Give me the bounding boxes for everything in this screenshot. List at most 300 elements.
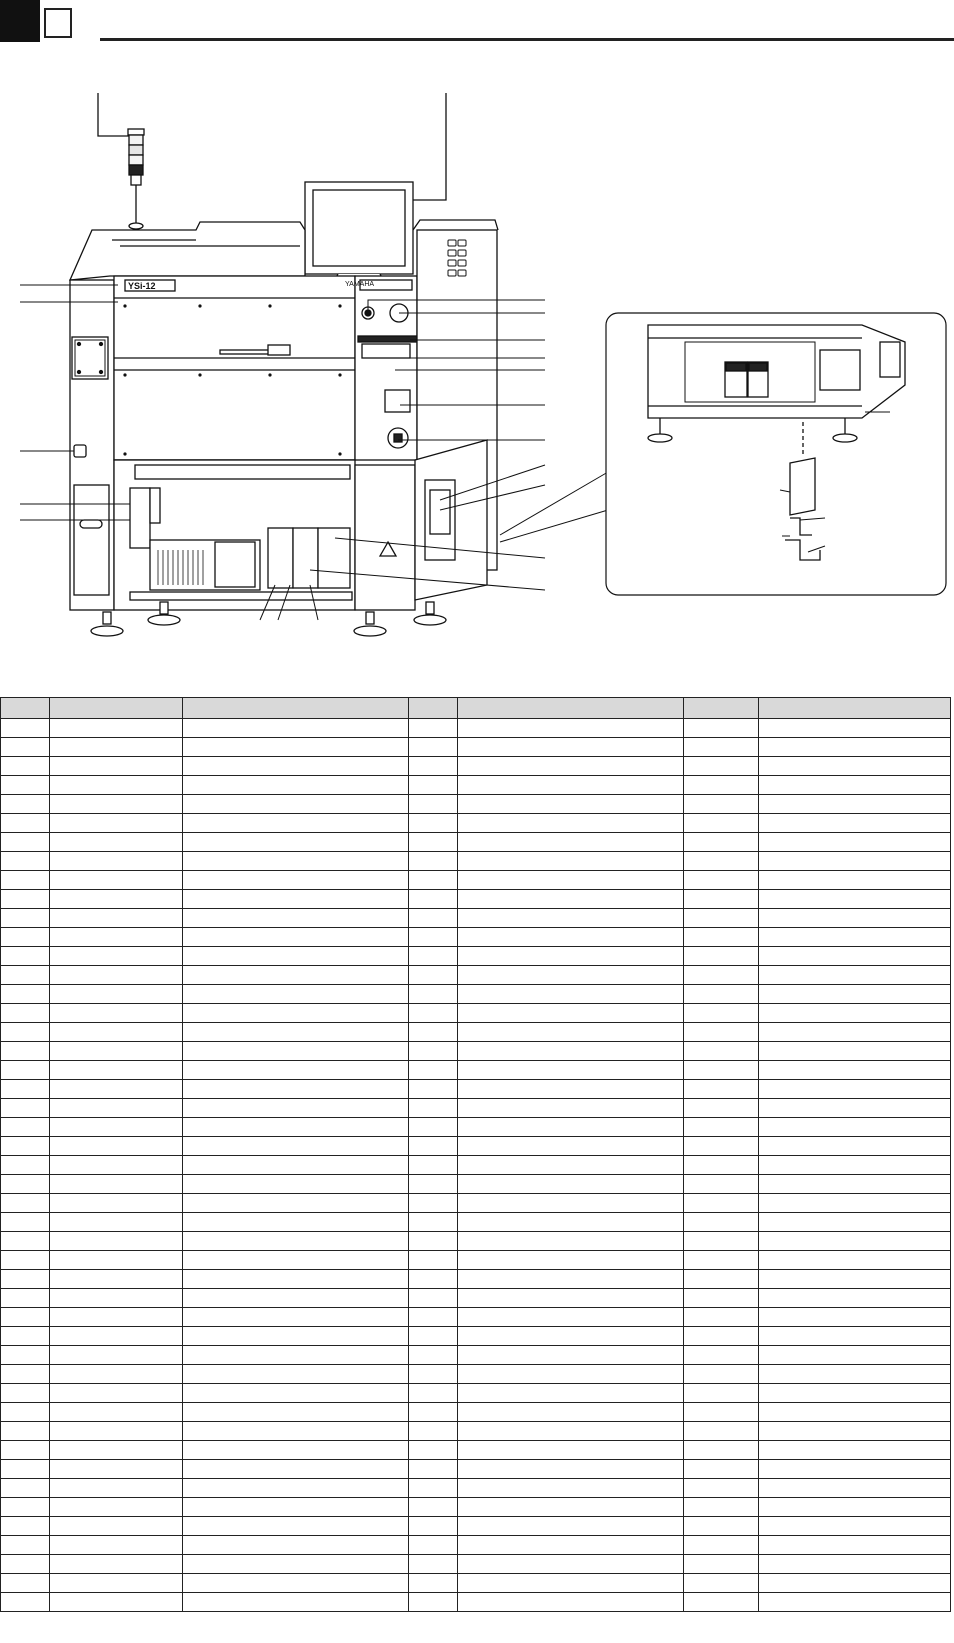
table-cell: [684, 1327, 759, 1346]
table-cell: [684, 1346, 759, 1365]
table-cell: [458, 1460, 684, 1479]
brand-logo: YAMAHA: [345, 281, 375, 288]
table-cell: [458, 719, 684, 738]
table-cell: [183, 795, 409, 814]
table-cell: [50, 1099, 183, 1118]
table-cell: [759, 1080, 951, 1099]
table-cell: [458, 1403, 684, 1422]
leader-line-signal-tower: [98, 93, 132, 136]
table-cell: [183, 1137, 409, 1156]
table-row: [1, 1194, 951, 1213]
table-cell: [458, 1517, 684, 1536]
table-cell: [409, 1099, 458, 1118]
table-cell: [1, 1384, 50, 1403]
table-cell: [183, 1099, 409, 1118]
table-cell: [409, 1555, 458, 1574]
table-cell: [684, 1536, 759, 1555]
table-cell: [409, 1327, 458, 1346]
table-cell: [684, 1479, 759, 1498]
table-cell: [183, 1403, 409, 1422]
table-cell: [50, 1232, 183, 1251]
table-cell: [409, 1213, 458, 1232]
table-cell: [50, 1251, 183, 1270]
table-row: [1, 1156, 951, 1175]
table-cell: [183, 1270, 409, 1289]
table-cell: [1, 1004, 50, 1023]
table-row: [1, 928, 951, 947]
table-cell: [1, 1365, 50, 1384]
table-cell: [684, 909, 759, 928]
table-cell: [409, 1460, 458, 1479]
table-cell: [684, 1403, 759, 1422]
table-cell: [183, 1156, 409, 1175]
table-cell: [684, 1194, 759, 1213]
table-cell: [1, 757, 50, 776]
table-row: [1, 1346, 951, 1365]
table-header-cell: [409, 698, 458, 719]
table-cell: [1, 1536, 50, 1555]
table-cell: [458, 795, 684, 814]
table-cell: [458, 1137, 684, 1156]
table-cell: [458, 1213, 684, 1232]
table-cell: [1, 1194, 50, 1213]
table-row: [1, 1118, 951, 1137]
table-cell: [1, 738, 50, 757]
machine-lower-bay: [114, 460, 355, 610]
table-row: [1, 1517, 951, 1536]
page-header: [0, 0, 954, 50]
table-cell: [183, 1574, 409, 1593]
table-cell: [1, 719, 50, 738]
table-cell: [1, 1479, 50, 1498]
table-cell: [409, 1346, 458, 1365]
table-cell: [684, 833, 759, 852]
table-cell: [458, 928, 684, 947]
table-cell: [183, 1289, 409, 1308]
table-cell: [409, 833, 458, 852]
table-cell: [409, 1061, 458, 1080]
table-row: [1, 1403, 951, 1422]
table-cell: [458, 1593, 684, 1612]
table-cell: [684, 1422, 759, 1441]
table-cell: [759, 1099, 951, 1118]
table-cell: [183, 1213, 409, 1232]
table-cell: [684, 890, 759, 909]
table-cell: [458, 1251, 684, 1270]
table-cell: [50, 1156, 183, 1175]
table-cell: [50, 1194, 183, 1213]
table-cell: [684, 1384, 759, 1403]
table-cell: [759, 871, 951, 890]
table-cell: [1, 966, 50, 985]
table-row: [1, 1080, 951, 1099]
table-header-cell: [183, 698, 409, 719]
table-cell: [458, 1479, 684, 1498]
table-cell: [458, 1023, 684, 1042]
table-cell: [1, 795, 50, 814]
table-header-cell: [684, 698, 759, 719]
table-cell: [684, 1061, 759, 1080]
table-cell: [409, 1118, 458, 1137]
table-row: [1, 1289, 951, 1308]
table-cell: [1, 1574, 50, 1593]
table-cell: [50, 852, 183, 871]
table-row: [1, 1536, 951, 1555]
table-cell: [458, 1555, 684, 1574]
table-row: [1, 719, 951, 738]
table-cell: [50, 1061, 183, 1080]
table-cell: [684, 1593, 759, 1612]
table-cell: [50, 909, 183, 928]
table-cell: [684, 1175, 759, 1194]
table-row: [1, 1308, 951, 1327]
table-cell: [183, 871, 409, 890]
table-cell: [409, 1422, 458, 1441]
table-cell: [759, 738, 951, 757]
table-cell: [684, 738, 759, 757]
table-row: [1, 1175, 951, 1194]
table-cell: [50, 1479, 183, 1498]
table-cell: [409, 757, 458, 776]
table-cell: [1, 1175, 50, 1194]
table-cell: [50, 1555, 183, 1574]
table-row: [1, 1555, 951, 1574]
table-cell: [409, 1384, 458, 1403]
table-cell: [458, 1574, 684, 1593]
table-cell: [183, 1232, 409, 1251]
table-cell: [759, 1004, 951, 1023]
table-cell: [759, 1517, 951, 1536]
table-cell: [684, 719, 759, 738]
table-cell: [458, 1327, 684, 1346]
table-cell: [409, 909, 458, 928]
table-cell: [684, 795, 759, 814]
table-header-cell: [759, 698, 951, 719]
table-cell: [759, 1498, 951, 1517]
table-cell: [409, 738, 458, 757]
table-cell: [759, 985, 951, 1004]
table-row: [1, 833, 951, 852]
table-cell: [759, 1118, 951, 1137]
table-row: [1, 985, 951, 1004]
table-row: [1, 1365, 951, 1384]
table-cell: [409, 966, 458, 985]
table-cell: [458, 1289, 684, 1308]
table-cell: [183, 776, 409, 795]
table-cell: [1, 909, 50, 928]
table-cell: [409, 947, 458, 966]
table-cell: [409, 1194, 458, 1213]
table-cell: [50, 1365, 183, 1384]
table-cell: [183, 928, 409, 947]
table-cell: [183, 1479, 409, 1498]
table-cell: [183, 1042, 409, 1061]
table-cell: [759, 776, 951, 795]
table-header-cell: [1, 698, 50, 719]
table-cell: [183, 1555, 409, 1574]
table-cell: [183, 890, 409, 909]
table-cell: [759, 1137, 951, 1156]
table-cell: [183, 1460, 409, 1479]
table-cell: [1, 1156, 50, 1175]
table-row: [1, 1384, 951, 1403]
table-cell: [50, 1289, 183, 1308]
table-cell: [458, 1061, 684, 1080]
machine-diagram: [0, 80, 954, 670]
table-cell: [759, 1270, 951, 1289]
table-cell: [50, 985, 183, 1004]
table-row: [1, 1232, 951, 1251]
table-cell: [684, 871, 759, 890]
table-row: [1, 1479, 951, 1498]
table-cell: [458, 1498, 684, 1517]
table-cell: [684, 776, 759, 795]
table-cell: [183, 1061, 409, 1080]
table-cell: [458, 1175, 684, 1194]
table-row: [1, 1441, 951, 1460]
table-cell: [50, 1574, 183, 1593]
table-cell: [183, 1327, 409, 1346]
table-row: [1, 738, 951, 757]
table-cell: [684, 1460, 759, 1479]
table-cell: [50, 1593, 183, 1612]
table-cell: [1, 852, 50, 871]
table-cell: [759, 1213, 951, 1232]
table-cell: [50, 1042, 183, 1061]
parts-table: [0, 697, 951, 1612]
table-cell: [759, 852, 951, 871]
table-cell: [1, 1403, 50, 1422]
table-cell: [183, 1536, 409, 1555]
table-cell: [183, 1593, 409, 1612]
table-cell: [458, 1270, 684, 1289]
table-cell: [409, 1498, 458, 1517]
table-cell: [458, 1365, 684, 1384]
table-cell: [684, 1118, 759, 1137]
table-cell: [50, 776, 183, 795]
table-cell: [1, 1080, 50, 1099]
table-cell: [759, 1536, 951, 1555]
table-cell: [50, 757, 183, 776]
table-header-row: [1, 698, 951, 719]
table-cell: [183, 947, 409, 966]
table-cell: [759, 1308, 951, 1327]
table-cell: [684, 966, 759, 985]
table-cell: [50, 1023, 183, 1042]
table-cell: [183, 833, 409, 852]
table-header-cell: [50, 698, 183, 719]
table-cell: [409, 814, 458, 833]
table-cell: [1, 1346, 50, 1365]
table-cell: [1, 890, 50, 909]
table-cell: [409, 1403, 458, 1422]
table-cell: [50, 1536, 183, 1555]
table-cell: [409, 928, 458, 947]
table-row: [1, 795, 951, 814]
table-cell: [183, 852, 409, 871]
table-cell: [759, 1422, 951, 1441]
table-cell: [684, 1308, 759, 1327]
table-row: [1, 852, 951, 871]
chapter-tab: [0, 0, 40, 42]
table-cell: [458, 985, 684, 1004]
table-row: [1, 947, 951, 966]
table-cell: [183, 1422, 409, 1441]
table-cell: [759, 1251, 951, 1270]
table-cell: [684, 814, 759, 833]
table-cell: [409, 1251, 458, 1270]
table-cell: [50, 947, 183, 966]
table-row: [1, 1023, 951, 1042]
table-cell: [50, 1080, 183, 1099]
table-row: [1, 1422, 951, 1441]
table-cell: [409, 1004, 458, 1023]
table-cell: [409, 1574, 458, 1593]
table-cell: [50, 1327, 183, 1346]
table-cell: [409, 1156, 458, 1175]
table-cell: [458, 738, 684, 757]
table-cell: [759, 1327, 951, 1346]
table-cell: [1, 1555, 50, 1574]
table-cell: [183, 909, 409, 928]
table-cell: [1, 814, 50, 833]
table-cell: [50, 1517, 183, 1536]
table-cell: [409, 1365, 458, 1384]
table-cell: [50, 1441, 183, 1460]
table-cell: [409, 1270, 458, 1289]
table-cell: [183, 985, 409, 1004]
table-header-cell: [458, 698, 684, 719]
table-cell: [458, 776, 684, 795]
table-cell: [50, 1422, 183, 1441]
table-cell: [1, 871, 50, 890]
table-cell: [409, 1080, 458, 1099]
table-cell: [458, 1232, 684, 1251]
table-cell: [50, 1270, 183, 1289]
table-cell: [409, 1308, 458, 1327]
table-cell: [50, 814, 183, 833]
table-cell: [183, 966, 409, 985]
table-row: [1, 1042, 951, 1061]
table-cell: [458, 814, 684, 833]
table-row: [1, 1574, 951, 1593]
table-cell: [1, 928, 50, 947]
table-cell: [759, 1023, 951, 1042]
table-cell: [183, 1194, 409, 1213]
table-row: [1, 1593, 951, 1612]
table-row: [1, 909, 951, 928]
table-row: [1, 1213, 951, 1232]
table-cell: [183, 1346, 409, 1365]
table-cell: [458, 1308, 684, 1327]
table-cell: [458, 1346, 684, 1365]
table-cell: [458, 966, 684, 985]
lower-right-cabinet: [355, 440, 487, 610]
table-cell: [1, 947, 50, 966]
table-cell: [1, 1289, 50, 1308]
model-plate: YSi-12: [128, 281, 156, 291]
table-row: [1, 814, 951, 833]
table-cell: [1, 985, 50, 1004]
table-cell: [409, 852, 458, 871]
table-cell: [1, 833, 50, 852]
table-cell: [50, 1118, 183, 1137]
table-cell: [50, 719, 183, 738]
table-cell: [759, 1479, 951, 1498]
table-cell: [759, 795, 951, 814]
table-cell: [183, 1175, 409, 1194]
table-cell: [409, 1517, 458, 1536]
machine-diagram-svg: [0, 80, 954, 670]
table-row: [1, 1498, 951, 1517]
table-cell: [409, 890, 458, 909]
table-cell: [458, 1422, 684, 1441]
detail-inset: [500, 313, 946, 595]
table-cell: [50, 1498, 183, 1517]
table-cell: [759, 1156, 951, 1175]
table-cell: [1, 1099, 50, 1118]
table-cell: [759, 1593, 951, 1612]
table-cell: [183, 1308, 409, 1327]
table-cell: [759, 757, 951, 776]
table-cell: [458, 833, 684, 852]
header-rule: [100, 38, 954, 41]
table-cell: [759, 833, 951, 852]
table-cell: [50, 1175, 183, 1194]
table-cell: [1, 776, 50, 795]
table-cell: [50, 966, 183, 985]
table-cell: [1, 1023, 50, 1042]
table-cell: [759, 814, 951, 833]
table-body: [1, 719, 951, 1612]
table-cell: [684, 1574, 759, 1593]
table-cell: [458, 1004, 684, 1023]
table-cell: [684, 1137, 759, 1156]
monitor: [305, 182, 413, 285]
table-cell: [183, 814, 409, 833]
table-cell: [50, 1460, 183, 1479]
table-cell: [759, 1384, 951, 1403]
table-cell: [759, 1460, 951, 1479]
table-cell: [183, 1498, 409, 1517]
machine-left-side: [70, 280, 114, 610]
table-cell: [684, 928, 759, 947]
table-cell: [50, 1213, 183, 1232]
table-cell: [50, 1346, 183, 1365]
table-cell: [684, 1232, 759, 1251]
table-cell: [759, 1365, 951, 1384]
chapter-box: [44, 8, 72, 38]
table-cell: [684, 1080, 759, 1099]
table-cell: [409, 871, 458, 890]
table-cell: [50, 890, 183, 909]
table-cell: [1, 1213, 50, 1232]
table-row: [1, 1327, 951, 1346]
table-cell: [684, 757, 759, 776]
table-cell: [458, 909, 684, 928]
table-cell: [50, 928, 183, 947]
table-cell: [759, 1555, 951, 1574]
table-cell: [409, 719, 458, 738]
table-cell: [759, 1061, 951, 1080]
table-cell: [50, 1403, 183, 1422]
table-cell: [50, 1384, 183, 1403]
table-cell: [684, 852, 759, 871]
table-cell: [458, 1042, 684, 1061]
table-cell: [684, 1365, 759, 1384]
table-cell: [1, 1327, 50, 1346]
table-cell: [458, 871, 684, 890]
